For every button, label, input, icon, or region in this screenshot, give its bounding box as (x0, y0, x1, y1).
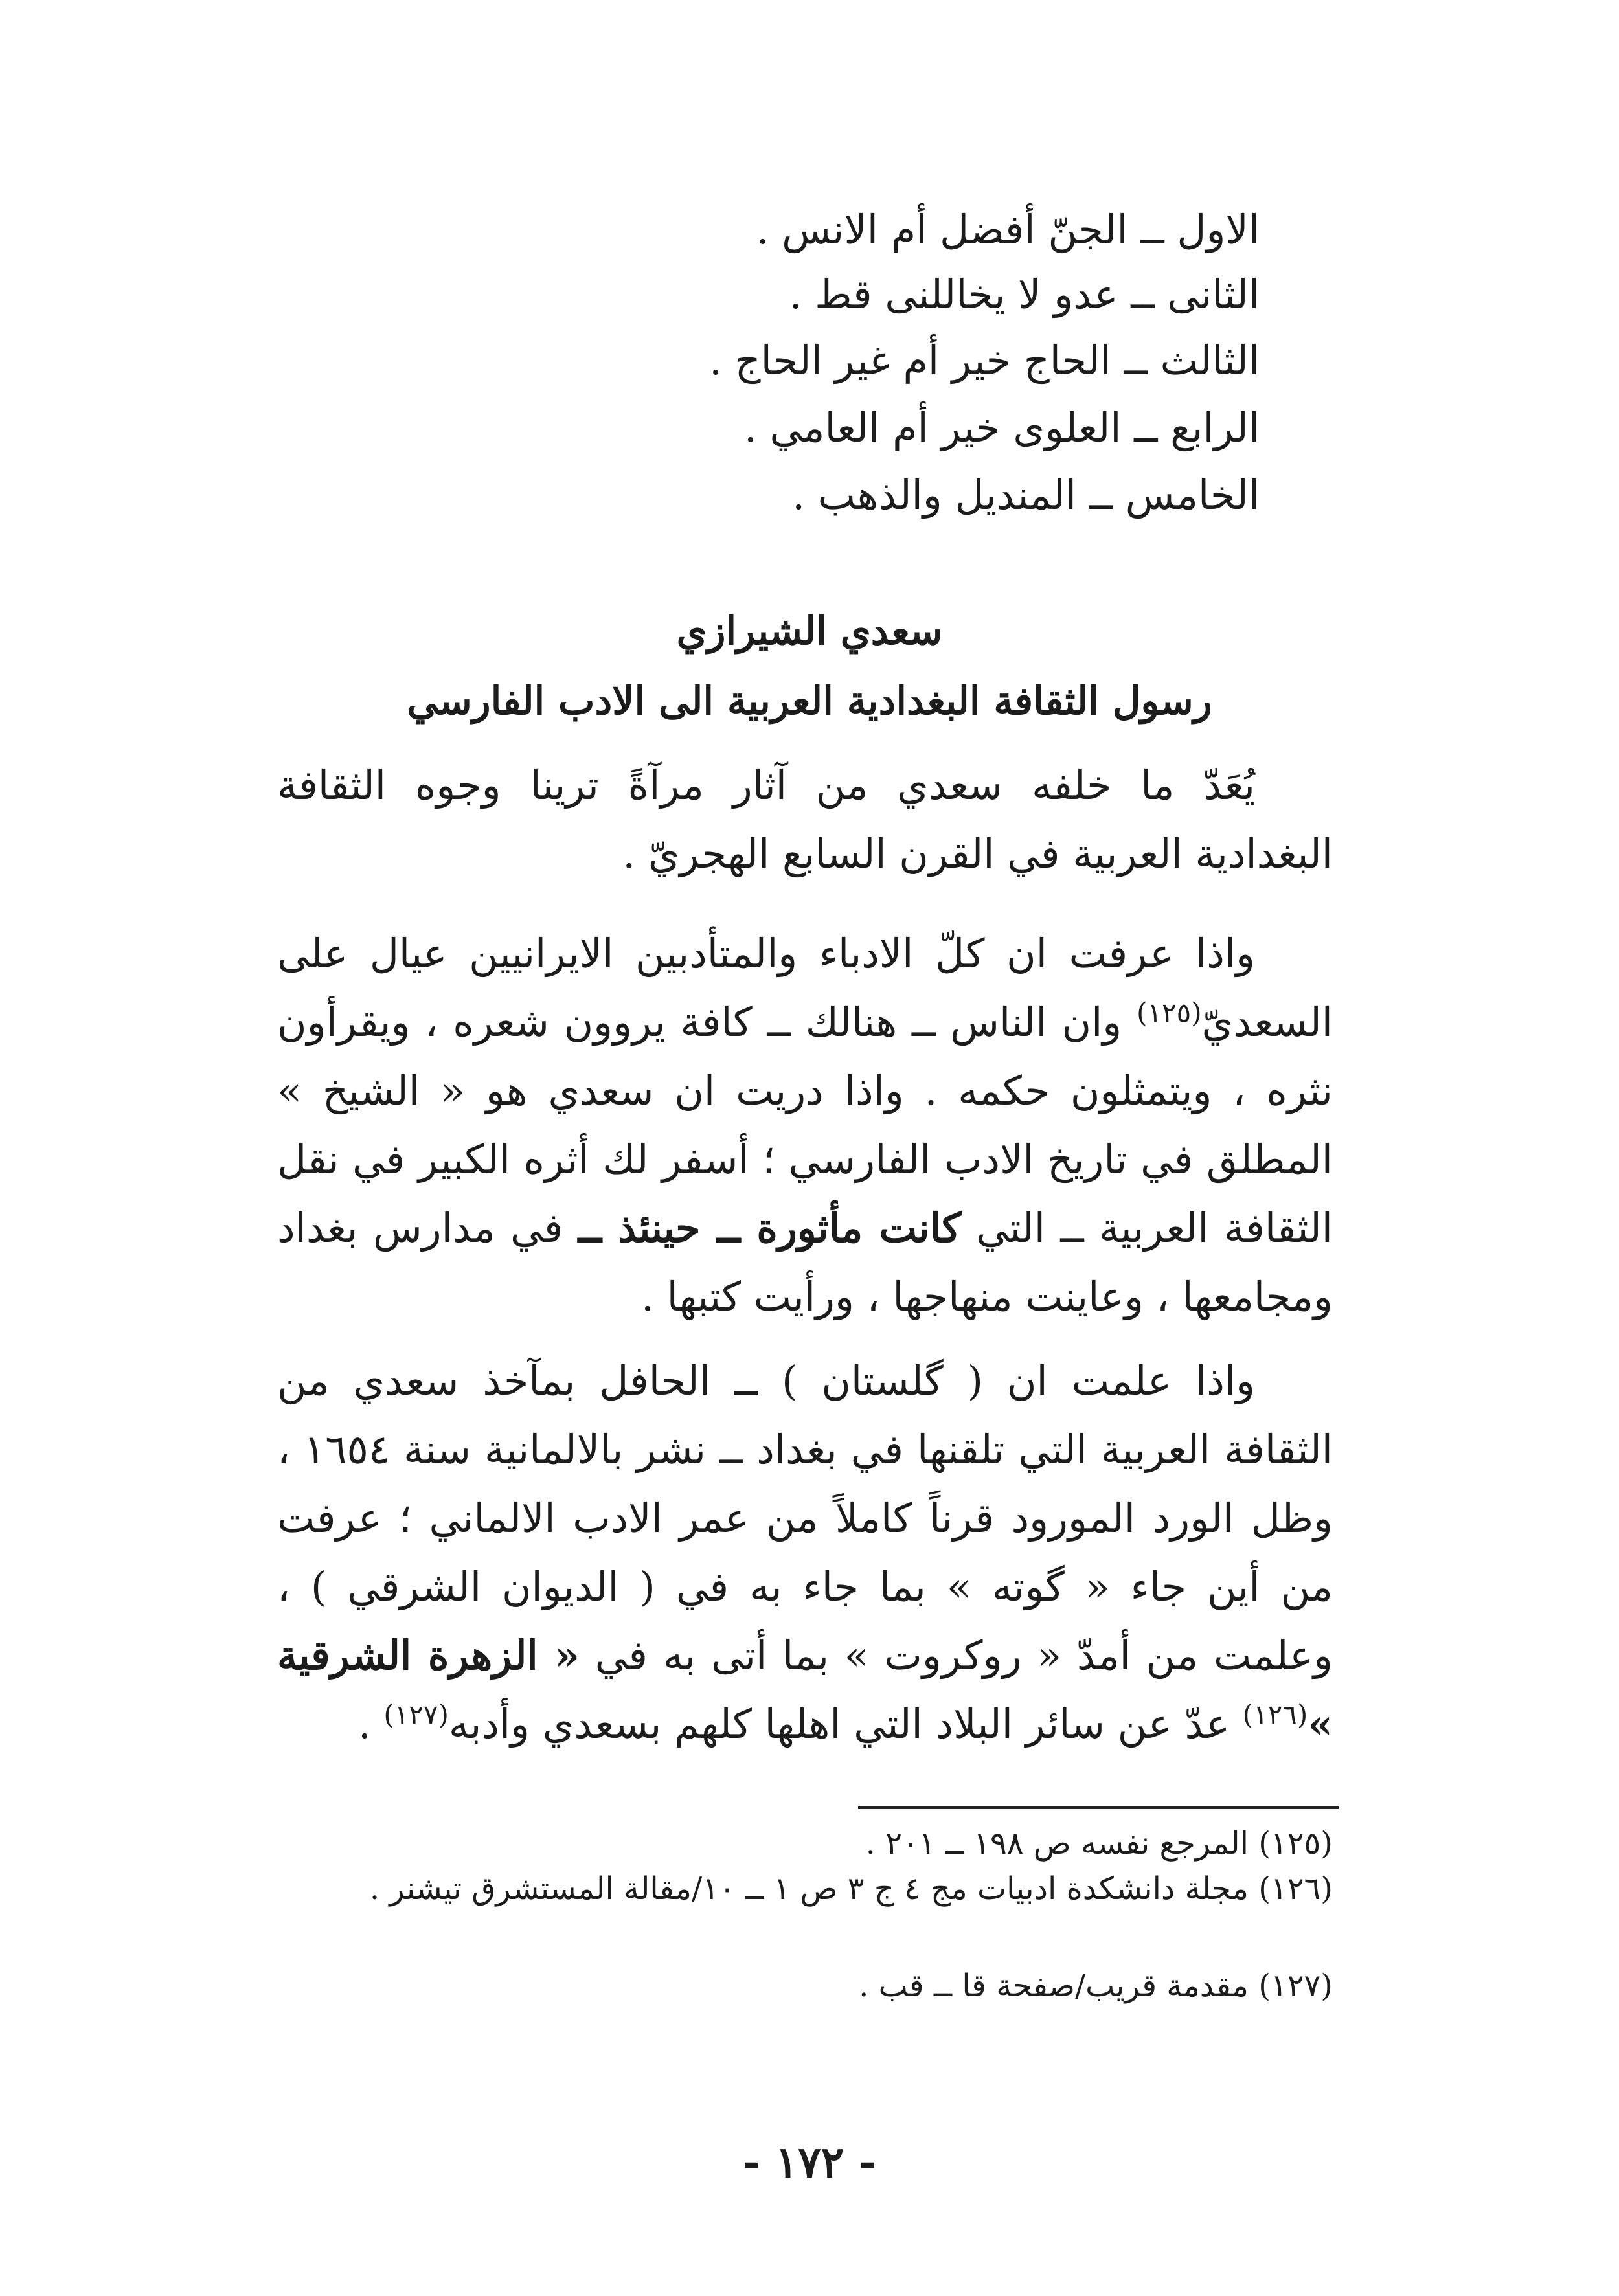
paragraph-1 (277, 751, 1333, 888)
paragraph-3 (277, 1347, 1333, 1759)
list-item-2: الثانى ــ عدو لا يخاللنى قط . (789, 271, 1260, 318)
paragraph-3-text-c: . (357, 1700, 384, 1748)
list-item-1: الاول ــ الجنّ أفضل أم الانس . (756, 206, 1260, 253)
list-item-4: الرابع ــ العلوى خير أم العامي . (744, 404, 1260, 451)
section-title: سعدي الشيرازي (676, 609, 943, 654)
section-subtitle: رسول الثقافة البغدادية العربية الى الادب الفارسي (407, 679, 1212, 724)
page-number: - ١٧٢ - (742, 2137, 877, 2187)
paragraph-3-bold-title: « الزهرة الشرقية » (277, 1632, 1333, 1748)
paragraph-3-text-b: عدّ عن سائر البلاد التي اهلها كلهم بسعدي وأدبه (448, 1700, 1243, 1748)
footnote-divider (858, 1806, 1339, 1809)
footnote-126: (١٢٦) مجلة دانشكدة ادبيات مج ٤ ج ٣ ص ١ ــ ١٠/مقالة المستشرق تيشنر . (369, 1871, 1333, 1907)
paragraph-3-text-a: واذا علمت ان ( گلستان ) ــ الحافل بمآخذ سعدي من الثقافة العربية التي تلقنها في بغداد ــ نشر بالالمانية سنة ١٦٥٤ ، وظل الورد المورود قرناً كاملاً من عمر الادب الالماني ؛ عرفت من أين جاء « گوته » بما جاء به في ( الديوان الشرقي ) ، وعلمت من أمدّ « روكروت » بما أتى به في (277, 1357, 1333, 1679)
footnote-127: (١٢٧) مقدمة قريب/صفحة قا ــ قب . (859, 1968, 1333, 2004)
paragraph-2-bold-phrase: كانت مأثورة ــ حينئذ ــ (578, 1204, 962, 1252)
list-item-5: الخامس ــ المنديل والذهب . (792, 471, 1260, 519)
paragraph-2-text-a: واذا عرفت ان كلّ الادباء والمتأدبين الايرانيين عيال على السعديّ (277, 930, 1333, 1046)
paragraph-2-text-b: وان الناس ــ هنالك ــ كافة يروون شعره ، ويقرأون نثره ، ويتمثلون حكمه . واذا دريت ان سعدي هو « الشيخ » المطلق في تاريخ الادب الفارسي ؛ أسفر لك أثره الكبير في نقل الثقافة العربية ــ التي (277, 998, 1333, 1252)
footnote-marker-127: (١٢٧) (383, 1698, 449, 1731)
footnote-125: (١٢٥) المرجع نفسه ص ١٩٨ ــ ٢٠١ . (865, 1825, 1333, 1862)
paragraph-2 (277, 919, 1333, 1331)
paragraph-2-text-c: في مدارس بغداد ومجامعها ، وعاينت منهاجها ، ورأيت كتبها . (277, 1204, 1333, 1320)
paragraph-1-text: يُعَدّ ما خلفه سعدي من آثار مرآةً ترينا وجوه الثقافة البغدادية العربية في القرن السابع الهجريّ . (277, 761, 1333, 877)
footnote-marker-126: (١٢٦) (1242, 1698, 1308, 1731)
list-item-3: الثالث ــ الحاج خير أم غير الحاج . (709, 337, 1260, 384)
footnote-marker-125: (١٢٥) (1137, 996, 1202, 1029)
